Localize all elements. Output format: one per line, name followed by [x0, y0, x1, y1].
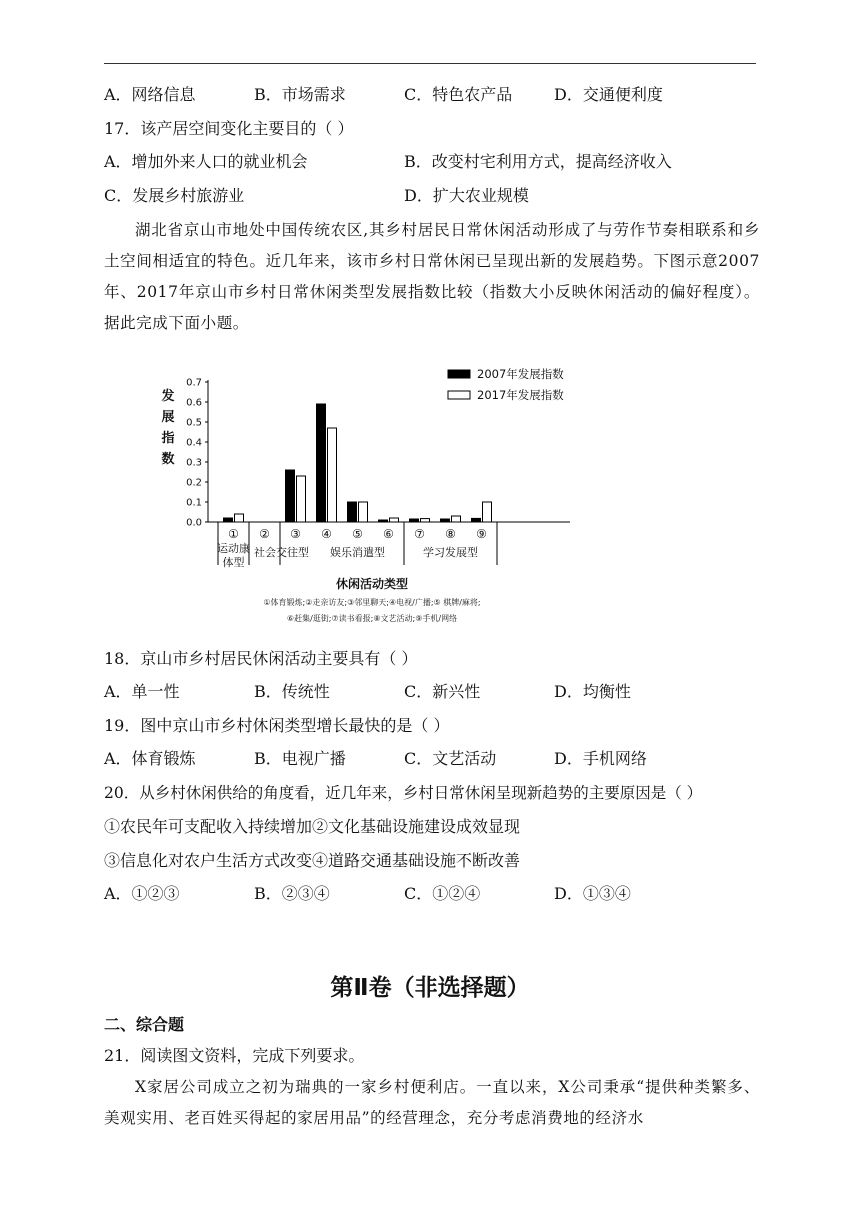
- footnote-line-1: ①体育锻炼;②走亲访友;③邻里聊天;④电视/广播;⑤ 棋牌/麻将;: [263, 598, 481, 607]
- y-tick-label: 0.5: [186, 417, 202, 429]
- bar-2017: [328, 428, 337, 522]
- bar-2017: [390, 518, 399, 522]
- bar-2007: [410, 519, 419, 522]
- x-axis-title: 休闲活动类型: [335, 577, 409, 591]
- group-label-sports-line1: 运动康: [217, 542, 250, 555]
- part-two-title: 第Ⅱ卷（非选择题）: [330, 975, 530, 1001]
- q20-stem: 20．从乡村休闲供给的角度看，近几年来，乡村日常休闲呈现新趋势的主要原因是（ ）: [104, 784, 703, 802]
- q20-option-c: C．①②④: [404, 884, 481, 903]
- bar-2007: [286, 470, 295, 522]
- passage: [104, 215, 760, 339]
- q20-option-d: D．①③④: [554, 884, 631, 903]
- group-label-social: 社会交往型: [254, 546, 309, 559]
- header-rule: [104, 63, 756, 64]
- legend-swatch-2017: [448, 391, 470, 399]
- q20-option-b: B．②③④: [254, 884, 330, 903]
- category-label: ①: [228, 527, 239, 541]
- category-label: ④: [321, 527, 332, 541]
- category-label: ⑧: [445, 527, 456, 541]
- bar-2007: [224, 518, 233, 522]
- legend-label-2017: 2017年发展指数: [477, 388, 564, 402]
- bar-2017: [421, 519, 430, 522]
- y-axis-label-char: 指: [161, 431, 175, 446]
- q19-option-d: D．手机网络: [554, 749, 647, 768]
- q17-option-c: C．发展乡村旅游业: [104, 186, 245, 205]
- category-label: ⑦: [414, 527, 425, 541]
- bar-2007: [472, 518, 481, 522]
- category-label: ③: [290, 527, 301, 541]
- bar-2017: [359, 502, 368, 522]
- q19-option-b: B．电视广播: [254, 749, 346, 768]
- q16-option-c: C．特色农产品: [404, 85, 513, 104]
- q17-option-a: A．增加外来人口的就业机会: [104, 152, 308, 171]
- q20-option-a: A．①②③: [104, 884, 180, 903]
- group-label-entertainment: 娱乐消遣型: [330, 546, 385, 559]
- q21-stem: 21．阅读图文资料，完成下列要求。: [104, 1046, 365, 1065]
- y-tick-label: 0.7: [186, 377, 202, 389]
- q16-option-b: B．市场需求: [254, 85, 346, 104]
- group-label-sports-line2: 体型: [222, 556, 245, 569]
- y-tick-label: 0.4: [186, 437, 202, 449]
- y-tick-label: 0.3: [186, 457, 202, 469]
- q19-option-c: C．文艺活动: [404, 749, 497, 768]
- q18-option-a: A．单一性: [104, 682, 180, 701]
- y-axis-label-char: 数: [161, 452, 175, 467]
- bar-2017: [297, 476, 306, 522]
- footnote-line-2: ⑥赶集/逛街;⑦读书看报;⑧文艺活动;⑨手机/网络: [286, 614, 458, 623]
- q19-stem: 19．图中京山市乡村休闲类型增长最快的是（ ）: [104, 716, 450, 735]
- q17-stem: 17．该产居空间变化主要目的（ ）: [104, 119, 354, 138]
- legend-label-2007: 2007年发展指数: [477, 367, 564, 381]
- q20-statement-line-1: ①农民年可支配收入持续增加②文化基础设施建设成效显现: [104, 817, 521, 836]
- passage-text: 湖北省京山市地处中国传统农区,其乡村居民日常休闲活动形成了与劳作节奏相联系和乡土空间相适宜的特色。近几年来，该市乡村日常休闲已呈现出新的发展趋势。下图示意2007年、2017年京山市乡村日常休闲类型发展指数比较（指数大小反映休闲活动的偏好程度）。据此完成下面小题。: [104, 221, 760, 332]
- bar-2007: [348, 502, 357, 522]
- bar-2007: [441, 519, 450, 522]
- q16-option-a: A．网络信息: [104, 85, 196, 104]
- y-tick-label: 0.1: [186, 497, 202, 509]
- q19-option-a: A．体育锻炼: [104, 749, 196, 768]
- q18-option-b: B．传统性: [254, 682, 330, 701]
- q18-option-c: C．新兴性: [404, 682, 481, 701]
- leisure-index-chart: [150, 360, 590, 630]
- q18-stem: 18．京山市乡村居民休闲活动主要具有（ ）: [104, 649, 418, 668]
- bar-2017: [483, 502, 492, 522]
- y-tick-label: 0.2: [186, 477, 202, 489]
- bar-2017: [452, 516, 461, 522]
- q17-option-b: B．改变村宅利用方式，提高经济收入: [404, 152, 672, 171]
- y-tick-label: 0.6: [186, 397, 202, 409]
- q21-text: X家居公司成立之初为瑞典的一家乡村便利店。一直以来，X公司秉承“提供种类繁多、美观实用、老百姓买得起的家居用品”的经营理念，充分考虑消费地的经济水: [104, 1078, 760, 1127]
- category-label: ⑨: [476, 527, 487, 541]
- q20-statement-line-2: ③信息化对农户生活方式改变④道路交通基础设施不断改善: [104, 851, 521, 870]
- category-label: ⑥: [383, 527, 394, 541]
- q17-option-d: D．扩大农业规模: [404, 186, 529, 205]
- y-axis-label-char: 展: [161, 410, 175, 425]
- q21-passage: [104, 1072, 760, 1134]
- q18-option-d: D．均衡性: [554, 682, 631, 701]
- category-label: ②: [259, 527, 270, 541]
- q16-option-d: D．交通便利度: [554, 85, 663, 104]
- bar-2007: [379, 520, 388, 522]
- y-tick-label: 0.0: [186, 517, 202, 529]
- y-axis-label-char: 发: [161, 389, 175, 404]
- bar-2007: [317, 404, 326, 522]
- bar-2017: [235, 514, 244, 522]
- group-label-learning: 学习发展型: [423, 546, 478, 559]
- category-label: ⑤: [352, 527, 363, 541]
- section-heading: 二、综合题: [104, 1015, 185, 1034]
- legend-swatch-2007: [448, 370, 470, 378]
